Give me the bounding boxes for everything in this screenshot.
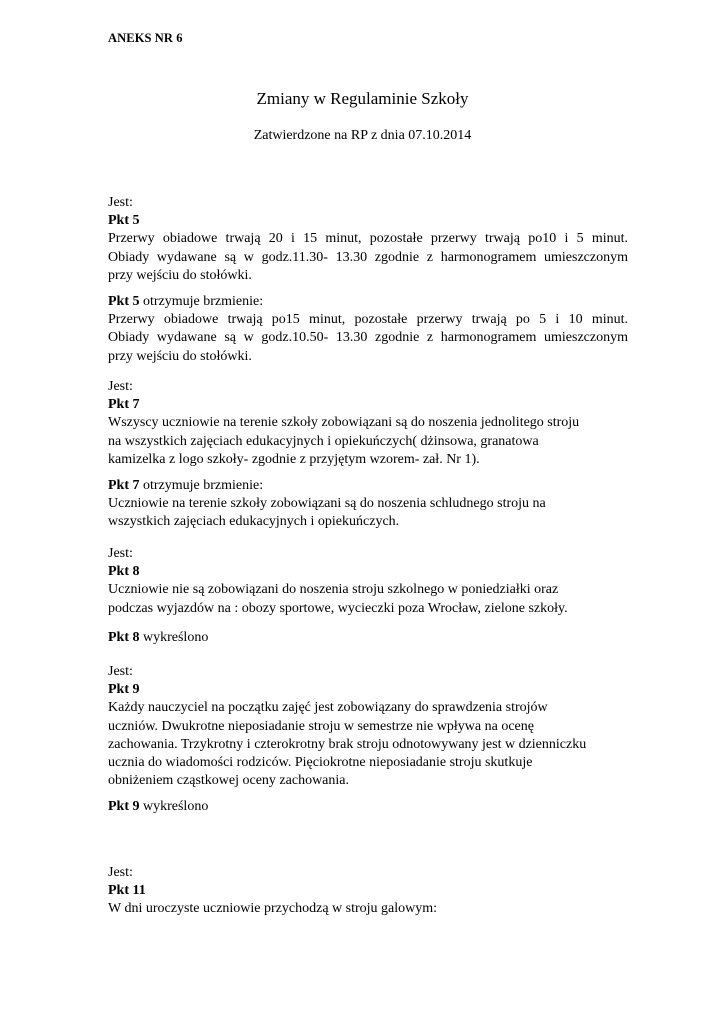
point-number: Pkt 5 <box>108 213 140 229</box>
section-current-pkt8 <box>108 545 628 618</box>
paragraph-line: Obiady wydawane są w godz.11.30- 13.30 zgodnie z harmonogramem umieszczonym <box>108 249 628 265</box>
heading-text: wykreślono <box>139 799 209 814</box>
paragraph-line: na wszystkich zajęciach edukacyjnych i opiekuńczych( dżinsowa, granatowa <box>108 433 539 449</box>
point-number: Pkt 8 <box>108 564 140 580</box>
paragraph-line: Uczniowie na terenie szkoły zobowiązani są do noszenia schludnego stroju na <box>108 496 546 512</box>
paragraph-line: Uczniowie nie są zobowiązani do noszenia stroju szkolnego w poniedziałki oraz <box>108 582 559 598</box>
point-number: Pkt 8 <box>108 630 140 645</box>
paragraph-line: kamizelka z logo szkoły- zgodnie z przyjętym wzorem- zał. Nr 1). <box>108 451 480 467</box>
section-current-pkt5 <box>108 194 628 285</box>
point-heading <box>108 882 628 900</box>
heading-text: wykreślono <box>139 630 209 645</box>
point-number: Pkt 7 <box>108 397 140 413</box>
paragraph-line: Wszyscy uczniowie na terenie szkoły zobowiązani są do noszenia jednolitego stroju <box>108 415 580 431</box>
jest-label: Jest: <box>108 546 133 561</box>
paragraph-line: przy wejściu do stołówki. <box>108 267 252 283</box>
heading-text: otrzymuje brzmienie: <box>139 478 264 493</box>
point-number: Pkt 5 <box>108 294 140 309</box>
section-current-pkt11 <box>108 864 628 919</box>
heading-text: otrzymuje brzmienie: <box>139 294 264 309</box>
point-number: Pkt 9 <box>108 799 140 814</box>
paragraph-line: Obiady wydawane są w godz.10.50- 13.30 zgodnie z harmonogramem umieszczonym <box>108 330 628 346</box>
jest-label: Jest: <box>108 865 133 880</box>
section-current-pkt9 <box>108 663 628 790</box>
paragraph-line: W dni uroczyste uczniowie przychodzą w stroju galowym: <box>108 901 438 917</box>
section-removed-pkt9 <box>108 798 628 816</box>
jest-label: Jest: <box>108 195 133 210</box>
paragraph-line: podczas wyjazdów na : obozy sportowe, wycieczki poza Wrocław, zielone szkoły. <box>108 600 568 616</box>
point-heading <box>108 212 628 230</box>
paragraph-line: Każdy nauczyciel na początku zajęć jest zobowiązany do sprawdzenia strojów <box>108 700 548 716</box>
document-title: Zmiany w Regulaminie Szkoły <box>256 89 469 108</box>
point-heading <box>108 629 628 647</box>
paragraph-line: wszystkich zajęciach edukacyjnych i opiekuńczych. <box>108 514 400 530</box>
section-current-pkt7 <box>108 378 628 469</box>
paragraph-line: uczniów. Dwukrotne nieposiadanie stroju w semestrze nie wpływa na ocenę <box>108 718 534 734</box>
jest-label: Jest: <box>108 664 133 679</box>
point-heading <box>108 293 628 311</box>
paragraph-line: Przerwy obiadowe trwają 20 i 15 minut, pozostałe przerwy trwają po10 i 5 minut. <box>108 231 628 247</box>
section-new-pkt7 <box>108 477 628 532</box>
section-removed-pkt8 <box>108 629 628 647</box>
annex-number: ANEKS NR 6 <box>108 31 183 45</box>
point-number: Pkt 11 <box>108 883 146 899</box>
point-number: Pkt 9 <box>108 682 140 698</box>
paragraph-line: zachowania. Trzykrotny i czterokrotny brak stroju odnotowywany jest w dzienniczku <box>108 736 587 752</box>
point-heading <box>108 396 628 414</box>
paragraph-line: obniżeniem cząstkowej oceny zachowania. <box>108 773 350 789</box>
point-heading <box>108 681 628 699</box>
point-heading <box>108 563 628 581</box>
paragraph-line: ucznia do wiadomości rodziców. Pięciokrotne nieposiadanie stroju skutkuje <box>108 755 533 771</box>
section-new-pkt5 <box>108 293 628 366</box>
point-heading <box>108 798 628 816</box>
document-subtitle: Zatwierdzone na RP z dnia 07.10.2014 <box>253 128 472 143</box>
paragraph-line: Przerwy obiadowe trwają po15 minut, pozostałe przerwy trwają po 5 i 10 minut. <box>108 312 628 328</box>
point-number: Pkt 7 <box>108 478 140 493</box>
point-heading <box>108 477 628 495</box>
jest-label: Jest: <box>108 379 133 394</box>
paragraph-line: przy wejściu do stołówki. <box>108 348 252 364</box>
